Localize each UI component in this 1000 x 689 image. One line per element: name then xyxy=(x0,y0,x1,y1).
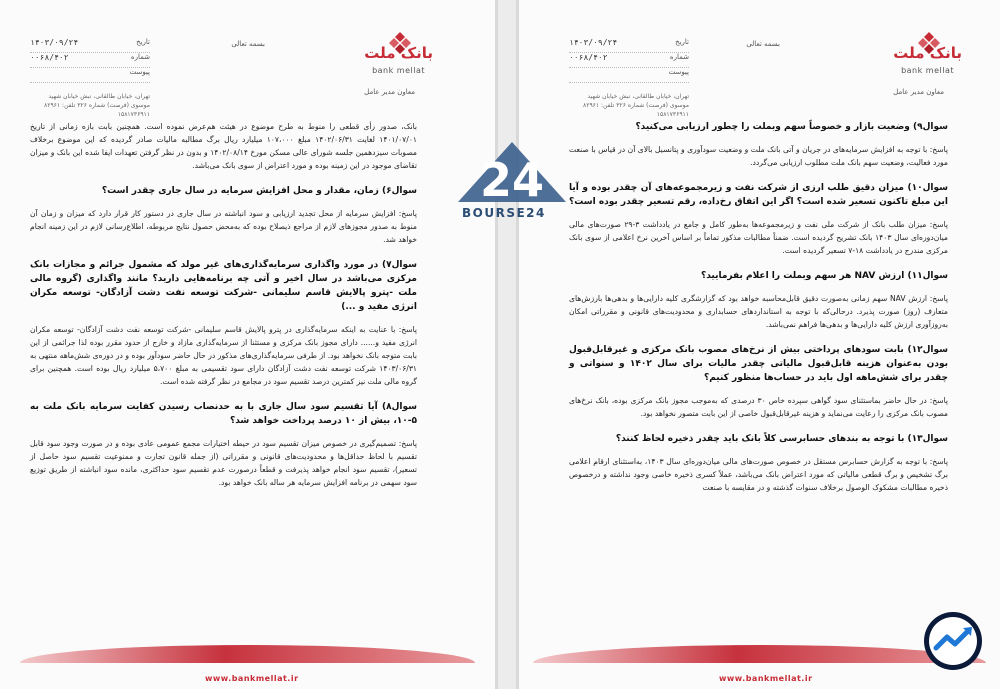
bank-name-fa: بانک ملت xyxy=(893,44,962,62)
number-label: شماره xyxy=(130,53,150,61)
footer-arc xyxy=(20,645,475,663)
bourse24-watermark-icon xyxy=(456,140,568,240)
number-value: ۰۰۶۸/۴۰۲ xyxy=(569,53,608,62)
attachment-label: پیوست xyxy=(129,68,150,76)
question-12: سوال۱۲) بابت سودهای پرداختی بیش از نرخ‌های مصوب بانک مرکزی و غیرقابل‌قبول بودن به‌عنوان هزینه قابل‌قبول مالیاتی چقدر مالیات برای سال ۱۴۰۲ و سنواتی و چقدر برای شش‌ماهه اول باید در حساب‌ها منظور کنیم؟ xyxy=(569,345,948,383)
answer-7: پاسخ: با عنایت به اینکه سرمایه‌گذاری در پترو پالایش قاسم سلیمانی -شرکت توسعه نفت دشت آزادگان- توسعه مکران انرژی مفید و...... دارای مجوز بانک مرکزی و مستثنا از سرمایه‌گذاری مازاد و خارج از حدود مقرر بوده لذا جرائمی از این بابت متوجه بانک نخواهد بود. از طرفی سرمایه‌گذاری‌های مذکور در حال حاضر سودآور بوده و در دوره‌ی شش‌ماهه منتهی به ۱۴۰۳/۰۶/۳۱ شرکت توسعه نفت دشت آزادگان دارای سود تقسیمی به مبلغ ۵،۷۰۰ میلیارد ریال بوده است. همچنین برای گروه مالی ملت نیز کمترین درصد تقسیم سود در مجامع در نظر گرفته شده است. xyxy=(30,325,417,386)
intro-paragraph: بانک، صدور رأی قطعی را منوط به طرح موضوع در هیئت هم‌عرض نموده است. همچنین بابت بازه زمانی از تاریخ ۱۴۰۱/۰۷/۰۱ لغایت ۱۴۰۲/۰۶/۳۱ مبلغ ۱۰۷،۰۰۰ میلیارد ریال برگ مطالبه مالیات صادر گردیده که این موضوع برخلاف مصوبات سیزدهمین جلسه شورای عالی مسکن مورخ ۱۴۰۲/۰۸/۱۴ و بدون در نظر گرفتن تعهدات ایفا شده این بانک و میزان تقاضای موجود در این زمینه بوده و مورد اعتراض از سوی بانک می‌باشد. xyxy=(30,122,417,170)
question-10: سوال۱۰) میزان دقیق طلب ارزی از شرکت نفت و زیرمجموعه‌های آن چقدر بوده و آیا این مبلغ تاکنون تسعیر شده است؟ اگر این اتفاق رخ‌داده، رقم تسعیر چقدر بوده است؟ xyxy=(569,183,948,207)
question-7: سوال۷) در مورد واگذاری سرمایه‌گذاری‌های غیر مولد که مشمول جرائم و مجازات بانک مرکزی می‌باشد در سال اخیر و آتی چه برنامه‌هایی دارید؟ مانند واگذاری (گروه مالی ملت -پترو پالایش قاسم سلیمانی -شرکت توسعه نفت دشت آزادگان- توسعه مکران انرژی مفید و ...) xyxy=(30,260,417,312)
letter-meta xyxy=(30,38,150,83)
question-9: سوال۹) وضعیت بازار و خصوصاً سهم وبملت را چطور ارزیابی می‌کنید؟ xyxy=(635,122,948,132)
number-value: ۰۰۶۸/۴۰۲ xyxy=(30,53,69,62)
question-11: سوال۱۱) ارزش NAV هر سهم وبملت را اعلام بفرمایید؟ xyxy=(700,271,948,281)
footer-arc xyxy=(533,645,986,663)
answer-9: پاسخ: با توجه به افزایش سرمایه‌های در جریان و آتی بانک ملت و وضعیت سودآوری و پتانسیل بالای آن در قیاس با صنعت مورد فعالیت، وضعیت سهم بانک ملت مطلوب ارزیابی می‌گردد. xyxy=(569,145,948,167)
question-13: سوال۱۳) با توجه به بندهای حسابرسی کلاً بانک باید چقدر ذخیره لحاظ کنند؟ xyxy=(615,434,948,444)
vp-title: معاون مدیر عامل xyxy=(893,88,944,96)
footer-url: www.bankmellat.ir xyxy=(719,674,813,683)
bism: بسمه تعالی xyxy=(746,40,780,48)
answer-13: پاسخ: با توجه به گزارش حسابرس مستقل در خصوص صورت‌های مالی میان‌دوره‌ای سال ۱۴۰۳، به‌استثنای ارقام اعلامی برگ تشخیص و برگ قطعی مالیاتی که مورد اعتراض بانک می‌باشد، عملاً کسری ذخیره خاصی وجود نداشته و درخصوص ذخیره مطالبات مشکوک الوصول برخلاف سنوات گذشته و در مقایسه با صنعت xyxy=(569,457,948,492)
svg-text:24: 24 xyxy=(479,153,545,207)
vp-title: معاون مدیر عامل xyxy=(364,88,415,96)
bourse24-watermark-text: BOURSE24 xyxy=(462,206,546,220)
trend-badge-icon xyxy=(922,610,984,672)
question-6: سوال۶) زمان، مقدار و محل افزایش سرمایه در سال جاری چقدر است؟ xyxy=(101,186,417,196)
bism: بسمه تعالی xyxy=(231,40,265,48)
letter-page-right xyxy=(516,0,1000,689)
date-value: ۱۴۰۳/۰۹/۲۴ xyxy=(30,38,79,47)
number-label: شماره xyxy=(669,53,689,61)
date-value: ۱۴۰۳/۰۹/۲۴ xyxy=(569,38,618,47)
answer-11: پاسخ: ارزش NAV سهم زمانی به‌صورت دقیق قابل‌محاسبه خواهد بود که گزارشگری کلیه دارایی‌ها و بدهی‌ها بارزش‌های متعارف (روز) صورت پذیرد. درحالی‌که با توجه به استانداردهای حسابداری و محدودیت‌های قانونی و مقرراتی امکان به‌روزآوری ارزش کلیه دارایی‌ها و بدهی‌ها فراهم نمی‌باشد. xyxy=(569,294,948,329)
date-label: تاریخ xyxy=(675,38,689,46)
attachment-label: پیوست xyxy=(668,68,689,76)
address: تهران، خیابان طالقانی، نبش خیابان شهید موسوی (فرصت) شماره ۳۲۶ تلفن: ۸۲۹۶۱ ۱۵۸۱۷۳۶۹۱۱ xyxy=(583,93,689,118)
footer-url: www.bankmellat.ir xyxy=(205,674,299,683)
letter-body xyxy=(569,120,948,494)
answer-6: پاسخ: افزایش سرمایه از محل تجدید ارزیابی و سود انباشته در سال جاری در دستور کار قرار دارد که میزان و زمان آن منوط به صدور مجوزهای لازم از مراجع ذیصلاح بوده که به‌محض حصول نتایج مربوطه، اطلاع‌رسانی لازم در این زمینه انجام خواهد شد. xyxy=(30,209,417,244)
address: تهران، خیابان طالقانی، نبش خیابان شهید موسوی (فرصت) شماره ۳۲۶ تلفن: ۸۲۹۶۱ ۱۵۸۱۷۳۶۹۱۱ xyxy=(44,93,150,118)
answer-8: پاسخ: تصمیم‌گیری در خصوص میزان تقسیم سود در حیطه اختیارات مجمع عمومی عادی بوده و در صورت وجود سود قابل تقسیم با لحاظ حداقل‌ها و محدودیت‌های قانونی و مقرراتی (از جمله قانون تجارت و ممنوعیت تقسیم سود حاصل از تسعیر)، تقسیم سود انجام خواهد پذیرفت و قطعاً درصورت عدم تقسیم سود حداکثری، مانده سود انباشته از طریق توزیع سود سهمی در برنامه افزایش سرمایه هر ساله بانک خواهد بود. xyxy=(30,439,417,487)
letter-meta xyxy=(569,38,689,83)
letter-header xyxy=(0,0,495,118)
question-8: سوال۸) آیا تقسیم سود سال جاری با به حدنصاب رسیدن کفایت سرمایه بانک ملت به ۵-۱۰، بیش از ۱۰ درصد پرداخت خواهد شد؟ xyxy=(30,402,417,426)
answer-10: پاسخ: میزان طلب بانک از شرکت ملی نفت و زیرمجموعه‌ها به‌طور کامل و جامع در یادداشت ۳-۲۹ صورت‌های مالی میان‌دوره‌ای سال ۱۴۰۳ بانک تشریح گردیده است. ضمناً مطالبات مذکور تماماً بر اساس آخرین نرخ اعلامی از سوی بانک مرکزی مندرج در یادداشت ۱۸-۷ تسعیر گردیده است. xyxy=(569,220,948,255)
bank-name-en: bank mellat xyxy=(901,66,954,75)
bank-name-fa: بانک ملت xyxy=(364,44,433,62)
page-gap xyxy=(498,0,516,689)
bank-name-en: bank mellat xyxy=(372,66,425,75)
letter-page-left xyxy=(0,0,498,689)
letter-body xyxy=(30,120,417,489)
date-label: تاریخ xyxy=(136,38,150,46)
answer-12: پاسخ: در حال حاضر بماستثنای سود گواهی سپرده خاص ۳۰ درصدی که به‌موجب مجوز بانک مرکزی بوده، بانک نرخ‌های مصوب بانک مرکزی را رعایت می‌نماید و هزینه غیرقابل‌قبول خاصی از این بابت متصور نخواهد بود. xyxy=(569,396,948,418)
letter-header xyxy=(519,0,1000,118)
